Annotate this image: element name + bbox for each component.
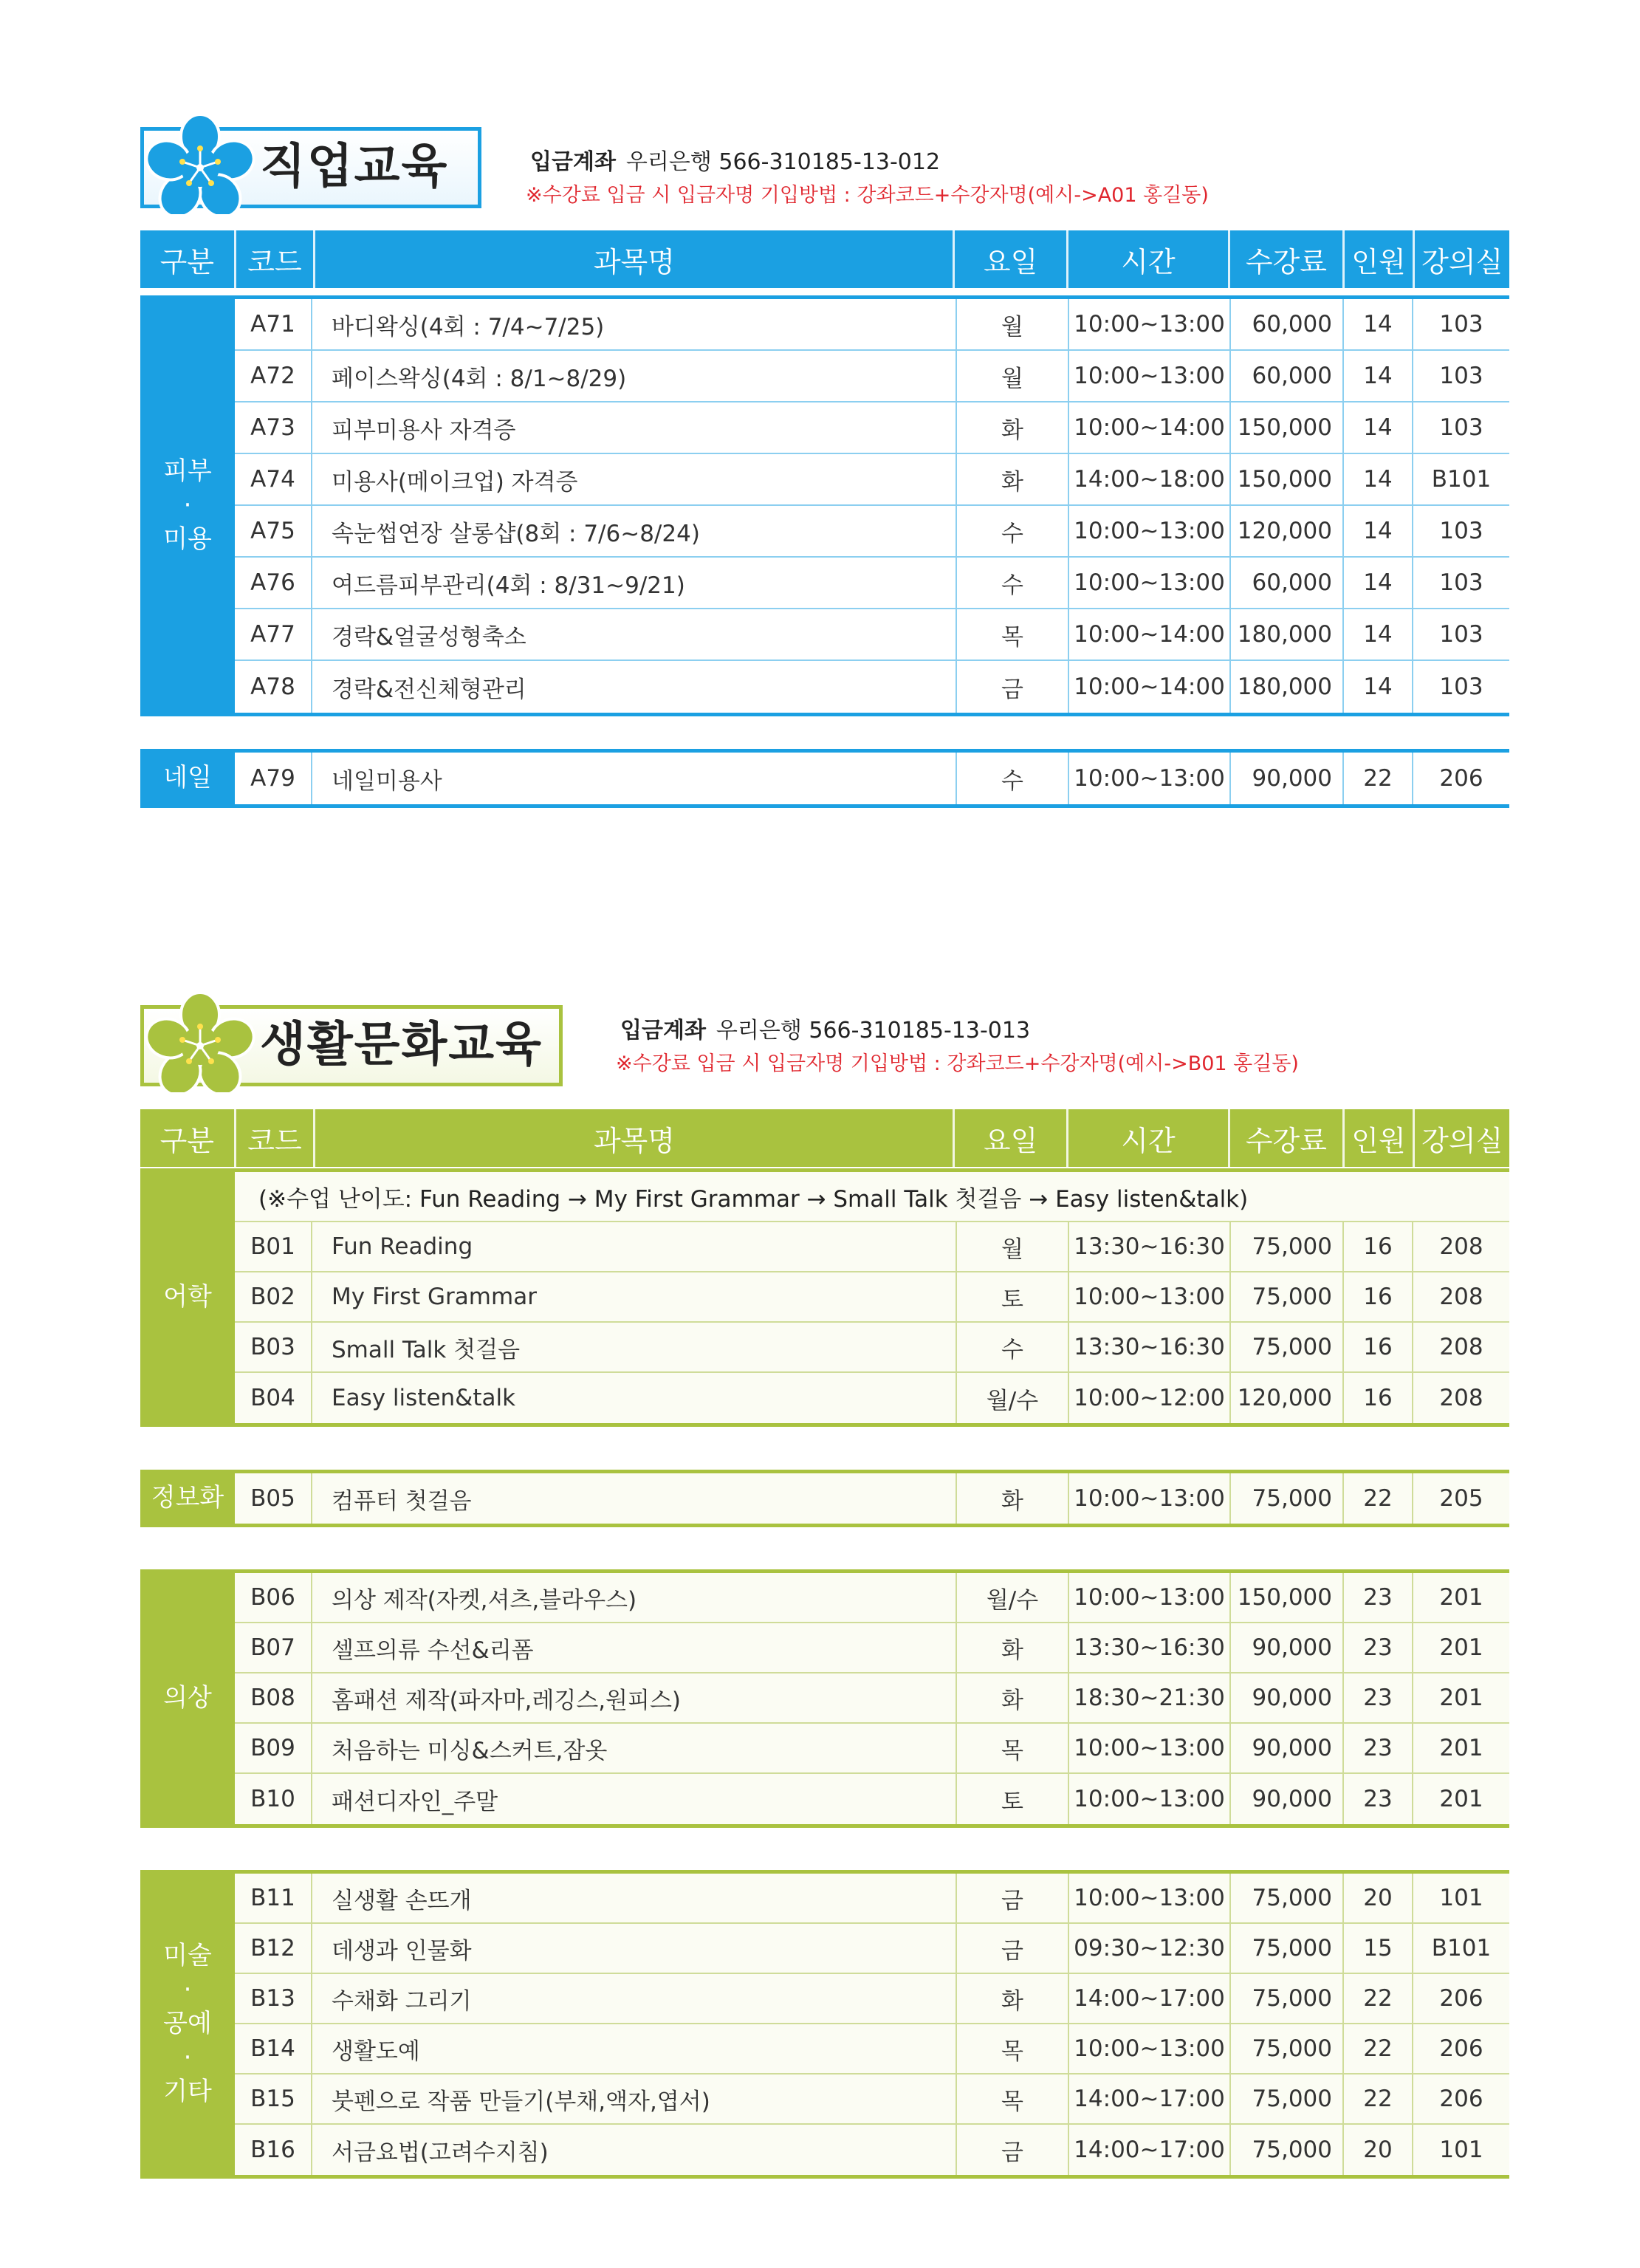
cell-room: 103: [1439, 518, 1483, 544]
cell-capacity: 14: [1344, 661, 1413, 713]
cell-day: 금: [957, 661, 1069, 713]
cell-name: Fun Reading: [312, 1222, 957, 1271]
cell-code: A71: [235, 299, 312, 349]
table-row[interactable]: [235, 2024, 1509, 2075]
cell-day: 화: [957, 1623, 1069, 1672]
cell-code: B09: [235, 1724, 312, 1772]
cell-code: A75: [235, 506, 312, 556]
table-row[interactable]: [235, 1573, 1509, 1623]
cell-day: 금: [957, 1924, 1069, 1973]
cell-room: 206: [1439, 765, 1483, 792]
cell-room: 201: [1439, 1735, 1483, 1761]
cell-code: A73: [235, 402, 312, 453]
header-category: 구분: [140, 1109, 236, 1167]
table-row[interactable]: [235, 299, 1509, 351]
cell-time: 10:00~13:00: [1069, 351, 1231, 401]
cell-capacity: 23: [1344, 1724, 1413, 1772]
header-time: 시간: [1068, 230, 1231, 288]
cell-time: 14:00~17:00: [1069, 2075, 1231, 2123]
cell-code: A77: [235, 609, 312, 659]
table-row[interactable]: [235, 506, 1509, 558]
table-row[interactable]: [235, 558, 1509, 609]
cell-time: 18:30~21:30: [1069, 1673, 1231, 1722]
cell-room: 206: [1439, 2035, 1483, 2062]
table-row[interactable]: [235, 454, 1509, 506]
table-row[interactable]: [235, 1724, 1509, 1774]
cell-room: 103: [1439, 363, 1483, 389]
cell-name: 미용사(메이크업) 자격증: [312, 454, 957, 504]
table-row[interactable]: [235, 1272, 1509, 1323]
cell-code: B06: [235, 1573, 312, 1622]
table-row[interactable]: [235, 753, 1509, 804]
cell-name: 서금요법(고려수지침): [312, 2125, 957, 2175]
cell-day: 수: [957, 1323, 1069, 1371]
cell-fee: 150,000: [1231, 1573, 1344, 1622]
cell-room: B101: [1431, 1935, 1492, 1962]
section1-deposit-note: ※수강료 입금 시 입금자명 기입방법 : 강좌코드+수강자명(예시->A01 홍길동): [526, 184, 1209, 207]
cell-name: 경락&전신체형관리: [312, 661, 957, 713]
section1-title: 직업교육: [260, 140, 449, 194]
group-language: [140, 1168, 1509, 1427]
cell-code: B14: [235, 2024, 312, 2073]
cell-fee: 90,000: [1231, 1774, 1344, 1824]
cell-room: 103: [1439, 674, 1483, 700]
cell-time: 13:30~16:30: [1069, 1222, 1231, 1271]
table-row[interactable]: [235, 1974, 1509, 2024]
cell-fee: 120,000: [1231, 1373, 1344, 1423]
cell-name: 실생활 손뜨개: [312, 1874, 957, 1922]
cell-code: B16: [235, 2125, 312, 2175]
cell-fee: 90,000: [1231, 753, 1344, 804]
cell-day: 월: [957, 351, 1069, 401]
cell-fee: 60,000: [1231, 558, 1344, 608]
cell-code: A72: [235, 351, 312, 401]
cell-room: 103: [1439, 569, 1483, 596]
cell-fee: 60,000: [1231, 351, 1344, 401]
cell-day: 토: [957, 1272, 1069, 1321]
cell-day: 화: [957, 1473, 1069, 1524]
group-clothing: [140, 1569, 1509, 1828]
cell-name: 경락&얼굴성형축소: [312, 609, 957, 659]
cell-name: 속눈썹연장 살롱샵(8회 : 7/6~8/24): [312, 506, 957, 556]
cell-code: B07: [235, 1623, 312, 1672]
header-code: 코드: [236, 230, 316, 288]
cell-time: 10:00~14:00: [1069, 609, 1231, 659]
group-nail: [140, 749, 1509, 808]
cell-room: 206: [1439, 1985, 1483, 2012]
cell-code: A79: [235, 753, 312, 804]
cell-time: 10:00~13:00: [1069, 2024, 1231, 2073]
cell-capacity: 16: [1344, 1222, 1413, 1271]
cell-time: 14:00~17:00: [1069, 1974, 1231, 2023]
section2-table-header: [140, 1109, 1509, 1167]
cell-name: 붓펜으로 작품 만들기(부채,액자,엽서): [312, 2075, 957, 2123]
cell-name: 셀프의류 수선&리폼: [312, 1623, 957, 1672]
cell-room: 103: [1439, 414, 1483, 441]
section1-account-value: 우리은행 566-310185-13-012: [625, 149, 941, 175]
cell-fee: 90,000: [1231, 1724, 1344, 1772]
cell-time: 14:00~18:00: [1069, 454, 1231, 504]
cell-name: 여드름피부관리(4회 : 8/31~9/21): [312, 558, 957, 608]
cell-code: B15: [235, 2075, 312, 2123]
cell-fee: 75,000: [1231, 2075, 1344, 2123]
cell-capacity: 14: [1344, 558, 1413, 608]
cell-day: 목: [957, 1724, 1069, 1772]
cell-capacity: 22: [1344, 2075, 1413, 2123]
header-capacity: 인원: [1345, 230, 1416, 288]
cell-name: 홈패션 제작(파자마,레깅스,원피스): [312, 1673, 957, 1722]
cell-fee: 75,000: [1231, 1974, 1344, 2023]
cell-fee: 150,000: [1231, 402, 1344, 453]
table-row[interactable]: [235, 2075, 1509, 2125]
cell-fee: 120,000: [1231, 506, 1344, 556]
cell-capacity: 14: [1344, 299, 1413, 349]
cell-day: 월/수: [957, 1373, 1069, 1423]
cell-day: 월/수: [957, 1573, 1069, 1622]
table-row[interactable]: [235, 661, 1509, 713]
cell-room: 206: [1439, 2086, 1483, 2112]
cell-time: 10:00~14:00: [1069, 661, 1231, 713]
cell-capacity: 23: [1344, 1623, 1413, 1672]
cell-name: 처음하는 미싱&스커트,잠옷: [312, 1724, 957, 1772]
header-capacity: 인원: [1345, 1109, 1416, 1167]
cell-room: 205: [1439, 1485, 1483, 1512]
cell-day: 월: [957, 1222, 1069, 1271]
cell-name: 생활도예: [312, 2024, 957, 2073]
cell-capacity: 14: [1344, 454, 1413, 504]
cell-fee: 75,000: [1231, 1924, 1344, 1973]
cell-room: 208: [1439, 1233, 1483, 1260]
group-rows: [235, 1573, 1509, 1824]
table-row[interactable]: [235, 609, 1509, 661]
flower-logo-icon: [145, 993, 255, 1092]
cell-code: B11: [235, 1874, 312, 1922]
cell-room: 208: [1439, 1284, 1483, 1310]
cell-name: 바디왁싱(4회 : 7/4~7/25): [312, 299, 957, 349]
group-rows: [235, 1172, 1509, 1423]
header-course-name: 과목명: [315, 1109, 955, 1167]
cell-fee: 75,000: [1231, 1874, 1344, 1922]
cell-capacity: 16: [1344, 1272, 1413, 1321]
cell-name: 데생과 인물화: [312, 1924, 957, 1973]
cell-day: 목: [957, 609, 1069, 659]
cell-room: 201: [1439, 1786, 1483, 1812]
cell-capacity: 23: [1344, 1774, 1413, 1824]
cell-day: 금: [957, 1874, 1069, 1922]
cell-capacity: 23: [1344, 1673, 1413, 1722]
header-day: 요일: [955, 230, 1068, 288]
cell-fee: 60,000: [1231, 299, 1344, 349]
section1-table-header: [140, 230, 1509, 288]
cell-fee: 75,000: [1231, 1323, 1344, 1371]
cell-room: 208: [1439, 1385, 1483, 1411]
cell-code: B10: [235, 1774, 312, 1824]
header-code: 코드: [236, 1109, 316, 1167]
group-label: 미술 · 공예 · 기타: [140, 1874, 235, 2175]
cell-room: B101: [1431, 466, 1492, 493]
cell-name: 수채화 그리기: [312, 1974, 957, 2023]
cell-fee: 90,000: [1231, 1673, 1344, 1722]
cell-capacity: 14: [1344, 351, 1413, 401]
cell-time: 10:00~13:00: [1069, 1874, 1231, 1922]
header-fee: 수강료: [1230, 230, 1344, 288]
cell-code: A76: [235, 558, 312, 608]
group-label: 어학: [140, 1172, 235, 1423]
cell-fee: 75,000: [1231, 2024, 1344, 2073]
group-label: 의상: [140, 1573, 235, 1824]
cell-time: 10:00~13:00: [1069, 1272, 1231, 1321]
cell-time: 10:00~13:00: [1069, 506, 1231, 556]
cell-capacity: 22: [1344, 753, 1413, 804]
cell-day: 화: [957, 454, 1069, 504]
cell-capacity: 14: [1344, 506, 1413, 556]
cell-name: My First Grammar: [312, 1272, 957, 1321]
cell-name: 컴퓨터 첫걸음: [312, 1473, 957, 1524]
cell-name: 페이스왁싱(4회 : 8/1~8/29): [312, 351, 957, 401]
cell-code: A78: [235, 661, 312, 713]
cell-fee: 75,000: [1231, 2125, 1344, 2175]
header-time: 시간: [1068, 1109, 1231, 1167]
table-row[interactable]: [235, 1373, 1509, 1423]
cell-name: 네일미용사: [312, 753, 957, 804]
cell-room: 208: [1439, 1334, 1483, 1360]
cell-capacity: 23: [1344, 1573, 1413, 1622]
section1-account-label: 입금계좌: [530, 149, 616, 175]
cell-fee: 150,000: [1231, 454, 1344, 504]
cell-day: 화: [957, 402, 1069, 453]
cell-day: 수: [957, 506, 1069, 556]
table-row[interactable]: [235, 1222, 1509, 1272]
table-row[interactable]: [235, 1673, 1509, 1724]
group-label: 정보화: [140, 1473, 235, 1524]
cell-code: B03: [235, 1323, 312, 1371]
cell-name: 피부미용사 자격증: [312, 402, 957, 453]
cell-code: B08: [235, 1673, 312, 1722]
cell-time: 10:00~13:00: [1069, 1724, 1231, 1772]
cell-time: 10:00~13:00: [1069, 753, 1231, 804]
cell-room: 101: [1439, 2137, 1483, 2163]
section2-deposit-note: ※수강료 입금 시 입금자명 기입방법 : 강좌코드+수강자명(예시->B01 홍길동): [616, 1052, 1299, 1075]
section2-account-value: 우리은행 566-310185-13-013: [716, 1018, 1031, 1044]
cell-name: 패션디자인_주말: [312, 1774, 957, 1824]
cell-name: Easy listen&talk: [312, 1373, 957, 1423]
cell-fee: 75,000: [1231, 1222, 1344, 1271]
cell-capacity: 16: [1344, 1373, 1413, 1423]
cell-room: 201: [1439, 1584, 1483, 1611]
cell-time: 09:30~12:30: [1069, 1924, 1231, 1973]
cell-code: B12: [235, 1924, 312, 1973]
cell-day: 목: [957, 2024, 1069, 2073]
section1-account: [530, 143, 940, 176]
cell-capacity: 22: [1344, 1974, 1413, 2023]
cell-time: 10:00~13:00: [1069, 1473, 1231, 1524]
table-row[interactable]: [235, 1323, 1509, 1373]
group-label: 네일: [140, 753, 235, 804]
header-room: 강의실: [1421, 245, 1503, 278]
group-rows: [235, 299, 1509, 713]
cell-name: 의상 제작(자켓,셔츠,블라우스): [312, 1573, 957, 1622]
header-room: 강의실: [1421, 1124, 1503, 1157]
cell-capacity: 14: [1344, 609, 1413, 659]
cell-room: 201: [1439, 1685, 1483, 1711]
table-row[interactable]: [235, 1623, 1509, 1673]
section2-account: [620, 1012, 1030, 1044]
header-day: 요일: [955, 1109, 1068, 1167]
table-row[interactable]: [235, 402, 1509, 454]
cell-day: 수: [957, 558, 1069, 608]
cell-room: 103: [1439, 311, 1483, 338]
cell-time: 10:00~13:00: [1069, 558, 1231, 608]
cell-code: B01: [235, 1222, 312, 1271]
table-row[interactable]: [235, 1874, 1509, 1924]
group-label: 피부 · 미용: [140, 299, 235, 713]
group-art-craft-etc: [140, 1870, 1509, 2179]
cell-code: B04: [235, 1373, 312, 1423]
header-category: 구분: [140, 230, 236, 288]
cell-time: 13:30~16:30: [1069, 1623, 1231, 1672]
cell-capacity: 15: [1344, 1924, 1413, 1973]
cell-name: Small Talk 첫걸음: [312, 1323, 957, 1371]
cell-room: 101: [1439, 1885, 1483, 1911]
cell-day: 토: [957, 1774, 1069, 1824]
section2-title: 생활문화교육: [260, 1018, 543, 1072]
group-skin-beauty: [140, 295, 1509, 716]
cell-time: 10:00~13:00: [1069, 1774, 1231, 1824]
difficulty-note: (※수업 난이도: Fun Reading → My First Grammar → Small Talk 첫걸음 → Easy listen&talk): [235, 1172, 1509, 1222]
cell-time: 10:00~12:00: [1069, 1373, 1231, 1423]
cell-fee: 180,000: [1231, 661, 1344, 713]
flower-logo-icon: [145, 114, 255, 214]
header-fee: 수강료: [1230, 1109, 1344, 1167]
cell-time: 10:00~13:00: [1069, 299, 1231, 349]
group-rows: [235, 753, 1509, 804]
cell-day: 목: [957, 2075, 1069, 2123]
group-computing: [140, 1470, 1509, 1527]
table-row[interactable]: [235, 2125, 1509, 2175]
cell-capacity: 20: [1344, 2125, 1413, 2175]
cell-capacity: 22: [1344, 2024, 1413, 2073]
cell-day: 월: [957, 299, 1069, 349]
cell-capacity: 16: [1344, 1323, 1413, 1371]
cell-capacity: 14: [1344, 402, 1413, 453]
cell-day: 화: [957, 1974, 1069, 2023]
cell-fee: 75,000: [1231, 1272, 1344, 1321]
cell-fee: 180,000: [1231, 609, 1344, 659]
table-row[interactable]: [235, 351, 1509, 402]
cell-day: 수: [957, 753, 1069, 804]
cell-time: 10:00~14:00: [1069, 402, 1231, 453]
cell-time: 10:00~13:00: [1069, 1573, 1231, 1622]
cell-capacity: 22: [1344, 1473, 1413, 1524]
group-rows: [235, 1473, 1509, 1524]
cell-fee: 75,000: [1231, 1473, 1344, 1524]
cell-day: 금: [957, 2125, 1069, 2175]
cell-day: 화: [957, 1673, 1069, 1722]
cell-room: 103: [1439, 621, 1483, 648]
table-row[interactable]: [235, 1924, 1509, 1974]
cell-code: B13: [235, 1974, 312, 2023]
table-row[interactable]: [235, 1473, 1509, 1524]
cell-capacity: 20: [1344, 1874, 1413, 1922]
cell-code: B02: [235, 1272, 312, 1321]
header-course-name: 과목명: [315, 230, 955, 288]
table-row[interactable]: [235, 1774, 1509, 1824]
group-rows: [235, 1874, 1509, 2175]
cell-time: 14:00~17:00: [1069, 2125, 1231, 2175]
cell-code: A74: [235, 454, 312, 504]
section2-account-label: 입금계좌: [620, 1018, 706, 1044]
cell-time: 13:30~16:30: [1069, 1323, 1231, 1371]
cell-code: B05: [235, 1473, 312, 1524]
cell-fee: 90,000: [1231, 1623, 1344, 1672]
cell-room: 201: [1439, 1634, 1483, 1661]
